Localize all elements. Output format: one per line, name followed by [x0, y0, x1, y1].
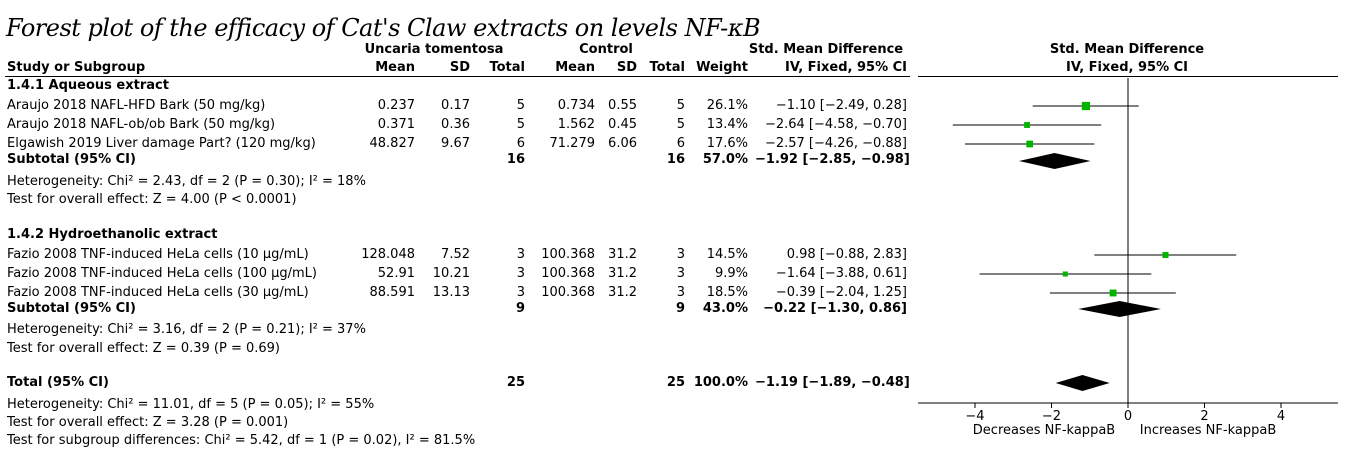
- pooled-diamond: [1078, 301, 1161, 317]
- smd-header: Std. Mean Difference: [748, 42, 904, 57]
- exp-mean-header: Mean: [375, 60, 415, 75]
- exp-sd: 0.36: [441, 117, 470, 132]
- study-name: Fazio 2008 TNF-induced HeLa cells (100 μg/mL): [7, 266, 317, 281]
- ctrl-mean: 1.562: [557, 117, 595, 132]
- study-name: Elgawish 2019 Liver damage Part? (120 mg/kg): [7, 136, 316, 151]
- ctrl-group-header: Control: [579, 42, 633, 57]
- ctrl-total: 6: [676, 136, 685, 151]
- plot-method-header: IV, Fixed, 95% CI: [1065, 60, 1188, 75]
- exp-mean: 48.827: [369, 136, 415, 151]
- ctrl-total: 3: [676, 266, 685, 281]
- weight: 14.5%: [706, 247, 748, 262]
- overall-effect-text: Test for overall effect: Z = 3.28 (P = 0.001): [7, 415, 289, 430]
- ctrl-total-header: Total: [649, 60, 685, 75]
- ctrl-total: 5: [676, 98, 685, 113]
- weight-header: Weight: [696, 60, 748, 75]
- effect-square: [1082, 102, 1090, 110]
- x-tick-label: 4: [1276, 409, 1286, 424]
- exp-group-header: Uncaria tomentosa: [364, 42, 504, 57]
- ctrl-total: 3: [676, 247, 685, 262]
- exp-total-header: Total: [489, 60, 525, 75]
- subgroup-label: 1.4.2 Hydroethanolic extract: [7, 227, 218, 242]
- exp-sd: 9.67: [441, 136, 470, 151]
- ctrl-sd: 6.06: [608, 136, 637, 151]
- ci-text: −0.22 [−1.30, 0.86]: [763, 301, 907, 316]
- exp-total: 3: [516, 247, 525, 262]
- x-tick-label: 2: [1200, 409, 1209, 424]
- effect-square: [1063, 271, 1068, 276]
- subgroup-label: 1.4.1 Aqueous extract: [7, 78, 169, 93]
- exp-mean: 52.91: [377, 266, 415, 281]
- ci-text: 0.98 [−0.88, 2.83]: [786, 247, 907, 262]
- ctrl-sd: 0.45: [608, 117, 637, 132]
- ci-text: −2.64 [−4.58, −0.70]: [764, 117, 907, 132]
- ctrl-sd: 31.2: [608, 285, 637, 300]
- x-tick-label: −4: [965, 409, 985, 424]
- ci-text: −2.57 [−4.26, −0.88]: [764, 136, 907, 151]
- heterogeneity-text: Heterogeneity: Chi² = 11.01, df = 5 (P = 0.05); I² = 55%: [7, 397, 375, 412]
- method-header: IV, Fixed, 95% CI: [784, 60, 907, 75]
- ctrl-total: 9: [675, 301, 685, 316]
- effect-square: [1162, 252, 1168, 258]
- x-tick-label: −2: [1041, 409, 1062, 424]
- ctrl-sd: 31.2: [608, 266, 637, 281]
- exp-mean: 128.048: [361, 247, 415, 262]
- axis-left-label: Decreases NF-kappaB: [972, 423, 1116, 438]
- exp-sd-header: SD: [449, 60, 470, 75]
- heterogeneity-text: Heterogeneity: Chi² = 3.16, df = 2 (P = 0.21); I² = 37%: [7, 322, 366, 337]
- ctrl-mean: 71.279: [549, 136, 595, 151]
- study-header: Study or Subgroup: [7, 60, 146, 75]
- ctrl-total: 16: [666, 152, 685, 167]
- pooled-diamond: [1019, 153, 1091, 169]
- exp-total: 5: [516, 98, 525, 113]
- ctrl-mean: 100.368: [541, 247, 595, 262]
- ci-text: −1.10 [−2.49, 0.28]: [775, 98, 907, 113]
- axis-right-label: Increases NF-kappaB: [1139, 423, 1277, 438]
- total-label: Total (95% CI): [7, 375, 109, 390]
- exp-total: 9: [515, 301, 525, 316]
- exp-total: 5: [516, 117, 525, 132]
- exp-total: 3: [516, 285, 525, 300]
- exp-total: 16: [506, 152, 525, 167]
- ctrl-mean-header: Mean: [555, 60, 595, 75]
- weight: 57.0%: [702, 152, 748, 167]
- exp-total: 3: [516, 266, 525, 281]
- subtotal-label: Subtotal (95% CI): [7, 301, 136, 316]
- study-name: Fazio 2008 TNF-induced HeLa cells (30 μg/mL): [7, 285, 309, 300]
- exp-mean: 0.371: [377, 117, 415, 132]
- study-name: Araujo 2018 NAFL-ob/ob Bark (50 mg/kg): [7, 117, 276, 132]
- ctrl-sd: 0.55: [608, 98, 637, 113]
- study-name: Araujo 2018 NAFL-HFD Bark (50 mg/kg): [7, 98, 266, 113]
- weight: 17.6%: [706, 136, 748, 151]
- ci-text: −1.19 [−1.89, −0.48]: [755, 375, 910, 390]
- exp-sd: 0.17: [441, 98, 470, 113]
- exp-mean: 88.591: [369, 285, 415, 300]
- exp-sd: 13.13: [432, 285, 470, 300]
- weight: 13.4%: [706, 117, 748, 132]
- ctrl-sd: 31.2: [608, 247, 637, 262]
- weight: 43.0%: [702, 301, 748, 316]
- ctrl-total: 25: [666, 375, 685, 390]
- exp-total: 6: [516, 136, 525, 151]
- weight: 26.1%: [706, 98, 748, 113]
- ci-text: −0.39 [−2.04, 1.25]: [775, 285, 907, 300]
- subtotal-label: Subtotal (95% CI): [7, 152, 136, 167]
- weight: 100.0%: [693, 375, 748, 390]
- exp-sd: 7.52: [441, 247, 470, 262]
- heterogeneity-text: Heterogeneity: Chi² = 2.43, df = 2 (P = 0.30); I² = 18%: [7, 174, 366, 189]
- weight: 9.9%: [714, 266, 748, 281]
- effect-square: [1110, 290, 1117, 297]
- exp-mean: 0.237: [377, 98, 415, 113]
- plot-smd-header: Std. Mean Difference: [1049, 42, 1205, 57]
- ctrl-sd-header: SD: [616, 60, 637, 75]
- chart-title: Forest plot of the efficacy of Cat's Claw extracts on levels NF-κB: [6, 14, 761, 42]
- subgroup-diff-text: Test for subgroup differences: Chi² = 5.42, df = 1 (P = 0.02), I² = 81.5%: [7, 433, 476, 448]
- effect-square: [1026, 141, 1033, 148]
- ctrl-mean: 100.368: [541, 266, 595, 281]
- effect-square: [1024, 122, 1030, 128]
- ci-text: −1.92 [−2.85, −0.98]: [755, 152, 910, 167]
- pooled-diamond: [1056, 375, 1110, 391]
- ctrl-total: 3: [676, 285, 685, 300]
- overall-effect-text: Test for overall effect: Z = 0.39 (P = 0.69): [7, 341, 280, 356]
- exp-sd: 10.21: [432, 266, 470, 281]
- x-tick-label: 0: [1123, 409, 1133, 424]
- ctrl-total: 5: [676, 117, 685, 132]
- ctrl-mean: 100.368: [541, 285, 595, 300]
- exp-total: 25: [506, 375, 525, 390]
- weight: 18.5%: [706, 285, 748, 300]
- ci-text: −1.64 [−3.88, 0.61]: [775, 266, 907, 281]
- overall-effect-text: Test for overall effect: Z = 4.00 (P < 0.0001): [7, 192, 297, 207]
- ctrl-mean: 0.734: [557, 98, 595, 113]
- study-name: Fazio 2008 TNF-induced HeLa cells (10 μg/mL): [7, 247, 309, 262]
